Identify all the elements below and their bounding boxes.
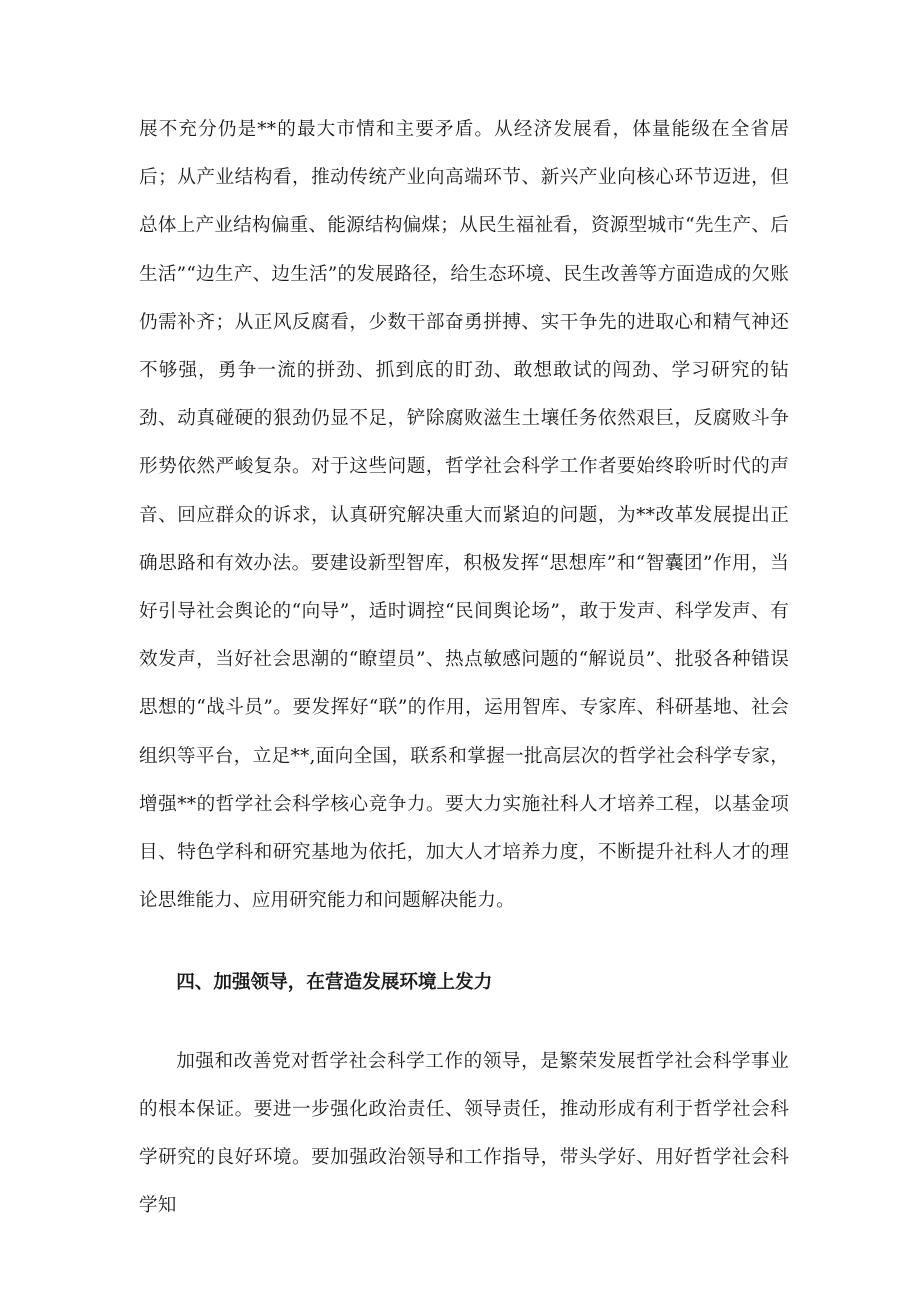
section-heading: 四、加强领导，在营造发展环境上发力 xyxy=(176,972,493,994)
document-body xyxy=(139,106,789,1230)
body-paragraph: 加强和改善党对哲学社会科学工作的领导，是繁荣发展哲学社会科学事业的根本保证。要进一步强化政治责任、领导责任，推动形成有利于哲学社会科学研究的良好环境。要加强政治领导和工作指导，带头学好、用好哲学社会科学知 xyxy=(139,1050,789,1217)
body-paragraph-continued: 展不充分仍是**的最大市情和主要矛盾。从经济发展看，体量能级在全省居后；从产业结构看，推动传统产业向高端环节、新兴产业向核心环节迈进，但总体上产业结构偏重、能源结构偏煤；从民生福祉看，资源型城市“先生产、后生活”“边生产、边生活”的发展路径，给生态环境、民生改善等方面造成的欠账仍需补齐；从正风反腐看，少数干部奋勇拼搏、实干争先的进取心和精气神还不够强，勇争一流的拼劲、抓到底的盯劲、敢想敢试的闯劲、学习研究的钻劲、动真碰硬的狠劲仍显不足，铲除腐败滋生土壤任务依然艰巨，反腐败斗争形势依然严峻复杂。对于这些问题，哲学社会科学工作者要始终聆听时代的声音、回应群众的诉求，认真研究解决重大而紧迫的问题，为**改革发展提出正确思路和有效办法。要建设新型智库，积极发挥“思想库”和“智囊团”作用，当好引导社会舆论的“向导”，适时调控“民间舆论场”，敢于发声、科学发声、有效发声，当好社会思潮的“瞭望员”、热点敏感问题的“解说员”、批驳各种错误思想的“战斗员”。要发挥好“联”的作用，运用智库、专家库、科研基地、社会组织等平台，立足**,面向全国，联系和掌握一批高层次的哲学社会科学专家，增强**的哲学社会科学核心竞争力。要大力实施社科人才培养工程，以基金项目、特色学科和研究基地为依托，加大人才培养力度，不断提升社科人才的理论思维能力、应用研究能力和问题解决能力。 xyxy=(139,119,789,912)
paragraph-spacer xyxy=(139,1008,789,1038)
paragraph-spacer xyxy=(139,925,789,959)
